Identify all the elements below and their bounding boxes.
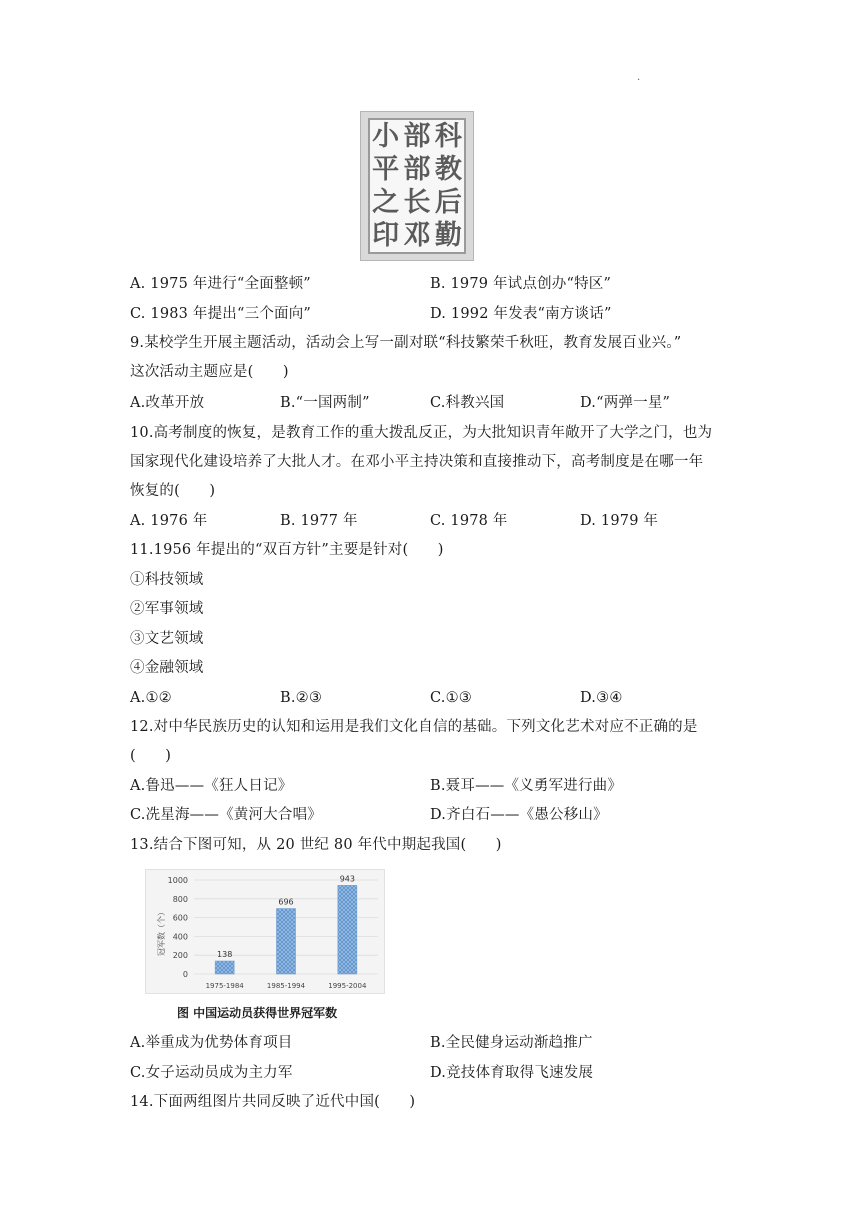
chart-bar	[277, 909, 296, 974]
chart-x-tick-label: 1975-1984	[205, 982, 244, 990]
chart-bar	[338, 885, 357, 974]
champion-chart-svg	[146, 870, 384, 993]
q9-stem-1: 9.某校学生开展主题活动，活动会上写一副对联“科技繁荣千秋旺，教育发展百业兴。”	[130, 335, 682, 351]
q8-option-b: B. 1979 年试点创办“特区”	[430, 276, 612, 292]
seal-char: 印	[372, 220, 400, 251]
chart-data-label: 138	[217, 950, 233, 960]
chart-data-label: 696	[278, 897, 294, 907]
q10-stem-3: 恢复的( )	[130, 483, 216, 499]
champion-chart	[145, 869, 385, 994]
q13-option-d: D.竞技体育取得飞速发展	[430, 1065, 594, 1081]
seal-char: 勤	[434, 220, 462, 251]
chart-y-tick-label: 600	[172, 913, 188, 923]
chart-caption: 图 中国运动员获得世界冠军数	[177, 1006, 338, 1020]
seal-char: 邓	[403, 220, 431, 251]
seal-char: 科	[434, 121, 462, 152]
q11-item: ③文艺领域	[130, 631, 204, 647]
seal-grid	[368, 118, 466, 254]
q12-stem-2: ( )	[130, 748, 172, 764]
q13-option-c: C.女子运动员成为主力军	[130, 1065, 293, 1081]
q11-option-b: B.②③	[280, 690, 323, 706]
q9-option-b: B.“一国两制”	[280, 395, 370, 411]
q9-stem-2: 这次活动主题应是( )	[130, 364, 289, 380]
seal-char: 部	[403, 154, 431, 185]
q13-option-b: B.全民健身运动渐趋推广	[430, 1035, 593, 1051]
chart-y-tick-label: 1000	[167, 876, 188, 885]
q11-item: ①科技领域	[130, 572, 204, 588]
q10-option-b: B. 1977 年	[280, 513, 358, 529]
q8-option-d: D. 1992 年发表“南方谈话”	[430, 306, 612, 322]
chart-y-tick-label: 800	[172, 894, 188, 904]
q10-stem-1: 10.高考制度的恢复，是教育工作的重大拨乱反正，为大批知识青年敞开了大学之门，也为	[130, 425, 713, 441]
chart-bar	[215, 961, 234, 974]
q11-stem: 11.1956 年提出的“双百方针”主要是针对( )	[130, 542, 444, 558]
top-mark: .	[637, 72, 641, 83]
chart-x-tick-label: 1985-1994	[266, 982, 306, 990]
q9-option-c: C.科教兴国	[430, 395, 505, 411]
q10-option-d: D. 1979 年	[580, 513, 659, 529]
q11-item: ②军事领域	[130, 601, 204, 617]
q11-option-a: A.①②	[130, 690, 172, 706]
chart-data-label: 943	[339, 874, 355, 884]
q12-option-d: D.齐白石——《愚公移山》	[430, 807, 608, 823]
q10-stem-2: 国家现代化建设培养了大批人才。在邓小平主持决策和直接推动下，高考制度是在哪一年	[130, 454, 704, 470]
q14-stem: 14.下面两组图片共同反映了近代中国( )	[130, 1094, 416, 1110]
q9-option-a: A.改革开放	[130, 395, 205, 411]
q12-option-b: B.聂耳——《义勇军进行曲》	[430, 778, 623, 794]
chart-y-axis-label: 冠军数（个）	[157, 908, 166, 956]
seal-char: 之	[372, 187, 400, 218]
chart-y-tick-label: 0	[182, 970, 188, 979]
chart-y-tick-label: 400	[172, 932, 188, 942]
seal-char: 长	[403, 187, 431, 218]
seal-char: 小	[372, 121, 400, 152]
q12-option-a: A.鲁迅——《狂人日记》	[130, 778, 293, 794]
chart-y-tick-label: 200	[172, 951, 188, 961]
seal-char: 部	[403, 121, 431, 152]
chart-x-tick-label: 1995-2004	[328, 982, 367, 990]
q10-option-a: A. 1976 年	[130, 513, 208, 529]
q13-stem: 13.结合下图可知，从 20 世纪 80 年代中期起我国( )	[130, 837, 502, 853]
q13-option-a: A.举重成为优势体育项目	[130, 1035, 293, 1051]
seal-image	[360, 111, 474, 261]
q11-option-c: C.①③	[430, 690, 472, 706]
q8-option-a: A. 1975 年进行“全面整顿”	[130, 276, 311, 292]
q9-option-d: D.“两弹一星”	[580, 395, 671, 411]
q12-stem-1: 12.对中华民族历史的认知和运用是我们文化自信的基础。下列文化艺术对应不正确的是	[130, 719, 698, 735]
q10-option-c: C. 1978 年	[430, 513, 508, 529]
seal-char: 平	[372, 154, 400, 185]
q8-option-c: C. 1983 年提出“三个面向”	[130, 306, 312, 322]
q11-item: ④金融领域	[130, 660, 204, 676]
seal-char: 后	[434, 187, 462, 218]
seal-char: 教	[434, 154, 462, 185]
q11-option-d: D.③④	[580, 690, 623, 706]
q12-option-c: C.冼星海——《黄河大合唱》	[130, 807, 322, 823]
